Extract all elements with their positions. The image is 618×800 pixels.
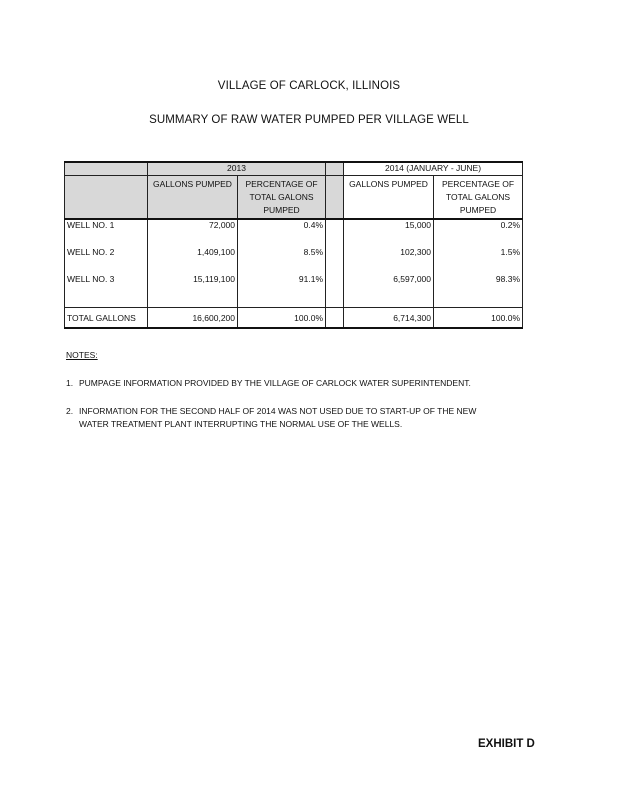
- total-gallons-2014: 6,714,300: [344, 308, 434, 329]
- table-row: [65, 247, 523, 274]
- table-total-row: [65, 308, 523, 329]
- gallons-2014: 15,000: [344, 219, 434, 247]
- gallons-2013: 15,119,100: [148, 274, 238, 301]
- total-label: TOTAL GALLONS: [65, 308, 148, 329]
- total-gallons-2013: 16,600,200: [148, 308, 238, 329]
- percentage-2014: 1.5%: [434, 247, 523, 274]
- total-percentage-2014: 100.0%: [434, 308, 523, 329]
- gallons-2014: 6,597,000: [344, 274, 434, 301]
- spacer-cell: [326, 274, 344, 301]
- header-blank-cell: [65, 176, 148, 220]
- header-gallons-2014: GALLONS PUMPED: [344, 176, 434, 220]
- percentage-2014: 0.2%: [434, 219, 523, 247]
- percentage-2014: 98.3%: [434, 274, 523, 301]
- spacer-cell: [326, 247, 344, 274]
- gallons-2014: 102,300: [344, 247, 434, 274]
- header-spacer: [326, 162, 344, 176]
- note-text: PUMPAGE INFORMATION PROVIDED BY THE VILLAGE OF CARLOCK WATER SUPERINTENDENT.: [79, 378, 471, 388]
- header-2013: 2013: [148, 162, 326, 176]
- table-header-group-row: [65, 162, 523, 176]
- well-label: WELL NO. 3: [65, 274, 148, 301]
- well-label: WELL NO. 1: [65, 219, 148, 247]
- spacer-cell: [326, 308, 344, 329]
- percentage-2013: 8.5%: [238, 247, 326, 274]
- note-number: 1.: [66, 378, 74, 388]
- note-item: [66, 378, 489, 388]
- header-2014: 2014 (JANUARY - JUNE): [344, 162, 523, 176]
- percentage-2013: 91.1%: [238, 274, 326, 301]
- header-percentage-2014: PERCENTAGE OF TOTAL GALONS PUMPED: [434, 176, 523, 220]
- header-blank-cell: [65, 162, 148, 176]
- header-gallons-2013: GALLONS PUMPED: [148, 176, 238, 220]
- gallons-2013: 1,409,100: [148, 247, 238, 274]
- spacer-cell: [326, 219, 344, 247]
- gallons-2013: 72,000: [148, 219, 238, 247]
- table-row: [65, 274, 523, 301]
- note-number: 2.: [66, 406, 74, 416]
- notes-heading: NOTES:: [66, 350, 98, 360]
- table-header-column-row: [65, 176, 523, 220]
- total-percentage-2013: 100.0%: [238, 308, 326, 329]
- percentage-2013: 0.4%: [238, 219, 326, 247]
- exhibit-label: EXHIBIT D: [478, 738, 535, 750]
- header-percentage-2013: PERCENTAGE OF TOTAL GALONS PUMPED: [238, 176, 326, 220]
- pumpage-summary-table: [64, 161, 523, 329]
- table-row: [65, 219, 523, 247]
- document-title: VILLAGE OF CARLOCK, ILLINOIS: [217, 80, 401, 92]
- note-item: [66, 405, 496, 431]
- document-subtitle: SUMMARY OF RAW WATER PUMPED PER VILLAGE WELL: [149, 114, 469, 126]
- note-text: INFORMATION FOR THE SECOND HALF OF 2014 WAS NOT USED DUE TO START-UP OF THE NEW WATER TREATMENT PLANT INTERRUPTING THE NORMAL USE OF THE WELLS.: [79, 406, 477, 429]
- well-label: WELL NO. 2: [65, 247, 148, 274]
- header-spacer: [326, 176, 344, 220]
